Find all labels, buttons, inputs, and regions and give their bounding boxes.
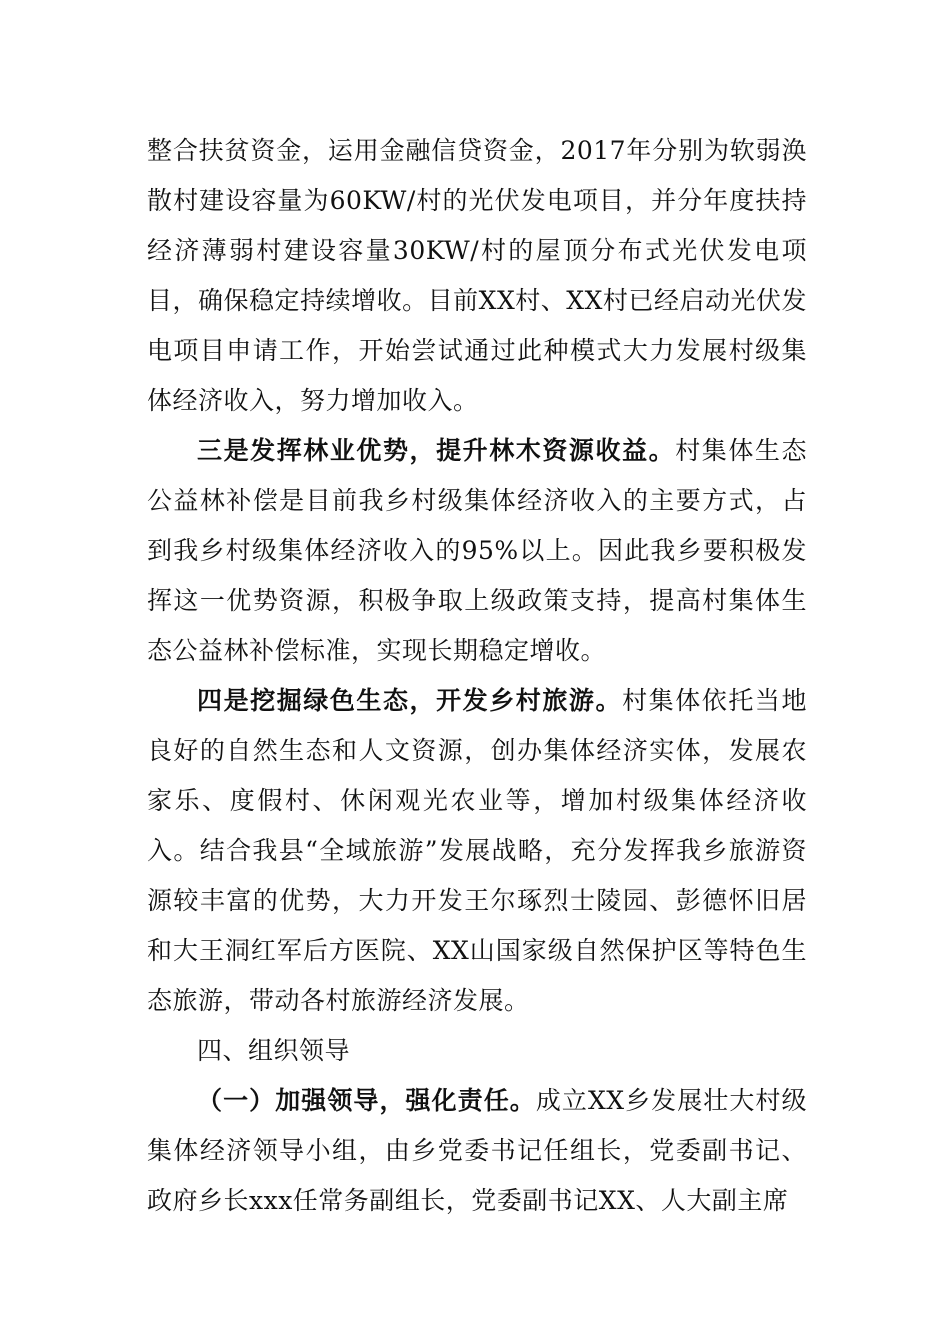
paragraph-lead: 四是挖掘绿色生态，开发乡村旅游。 xyxy=(197,686,623,715)
paragraph-leadership xyxy=(147,1076,807,1226)
paragraph-text: 成立XX乡发展壮大村级集体经济领导小组，由乡党委书记任组长，党委副书记、政府乡长xxx任常务副组长，党委副书记XX、人大副主席 xyxy=(147,1086,807,1215)
paragraph-forestry xyxy=(147,426,807,676)
paragraph-text: 村集体依托当地良好的自然生态和人文资源，创办集体经济实体，发展农家乐、度假村、休闲观光农业等，增加村级集体经济收入。结合我县“全域旅游”发展战略，充分发挥我乡旅游资源较丰富的优势，大力开发王尔琢烈士陵园、彭德怀旧居和大王洞红军后方医院、XX山国家级自然保护区等特色生态旅游，带动各村旅游经济发展。 xyxy=(147,686,807,1015)
paragraph-lead: 三是发挥林业优势，提升林木资源收益。 xyxy=(197,436,676,465)
document-page xyxy=(147,126,807,1226)
paragraph-text: 村集体生态公益林补偿是目前我乡村级集体经济收入的主要方式，占到我乡村级集体经济收入的95%以上。因此我乡要积极发挥这一优势资源，积极争取上级政策支持，提高村集体生态公益林补偿标准，实现长期稳定增收。 xyxy=(147,436,807,665)
section-heading: 四、组织领导 xyxy=(197,1036,351,1065)
paragraph-solar-projects xyxy=(147,126,807,426)
paragraph-tourism xyxy=(147,676,807,1026)
paragraph-lead: （一）加强领导，强化责任。 xyxy=(197,1086,536,1115)
paragraph-text: 整合扶贫资金，运用金融信贷资金，2017年分别为软弱涣散村建设容量为60KW/村的光伏发电项目，并分年度扶持经济薄弱村建设容量30KW/村的屋顶分布式光伏发电项目，确保稳定持续增收。目前XX村、XX村已经启动光伏发电项目申请工作，开始尝试通过此种模式大力发展村级集体经济收入，努力增加收入。 xyxy=(147,136,807,415)
